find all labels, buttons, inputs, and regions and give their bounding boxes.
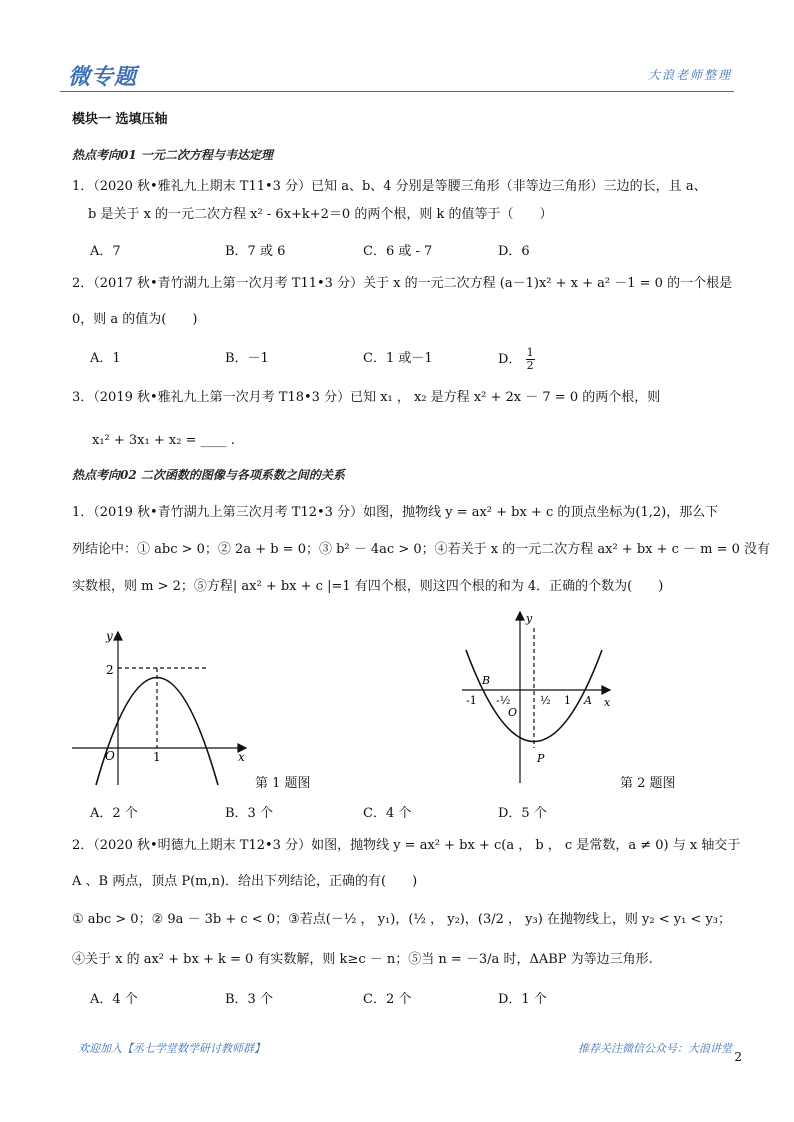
fig1-tick-1: 1 — [153, 750, 161, 764]
header-divider — [60, 91, 734, 92]
q4-option-b: B．3 个 — [225, 806, 273, 821]
q5-line4: ④关于 x 的 ax² + bx + k = 0 有实数解，则 k≥c － n；⑤当 n = －3/a 时，ΔABP 为等边三角形. — [72, 952, 653, 967]
q5-line2: A 、B 两点，顶点 P(m,n)．给出下列结论，正确的有( ) — [72, 874, 418, 889]
q2-option-b: B．－1 — [225, 351, 269, 366]
page-number: 2 — [734, 1050, 742, 1064]
fig1-y-label: y — [106, 629, 113, 643]
fig1-origin: O — [105, 749, 115, 763]
q2-option-d-label: D． — [498, 352, 522, 367]
q2-option-d — [498, 347, 535, 372]
q4-line2: 列结论中：① abc > 0；② 2a + b = 0；③ b² － 4ac > 0；④若关于 x 的一元二次方程 ax² + bx + c － m = 0 没有 — [72, 542, 771, 557]
header-author: 大浪老师整理 — [647, 68, 732, 82]
q5-line1: 2．（2020 秋•明德九上期末 T12•3 分）如图，抛物线 y = ax² + bx + c(a ， b ， c 是常数，a ≠ 0) 与 x 轴交于 — [72, 838, 741, 853]
q4-option-a: A．2 个 — [90, 806, 138, 821]
fig1-tick-2: 2 — [106, 663, 114, 677]
module-title: 模块一 选填压轴 — [72, 112, 168, 127]
fig2-point-b: B — [482, 674, 491, 687]
figure-2-caption: 第 2 题图 — [620, 776, 676, 791]
q2-option-d-fraction — [526, 347, 535, 372]
q1-option-c: C．6 或 - 7 — [363, 244, 433, 259]
fig2-x-label: x — [604, 696, 611, 709]
figure-1-parabola — [68, 620, 258, 790]
fig2-tick-minus-1: -1 — [466, 694, 477, 707]
fig2-point-a: A — [584, 694, 592, 707]
q2-option-c: C．1 或－1 — [363, 351, 433, 366]
q4-option-d: D．5 个 — [498, 806, 547, 821]
q2-line1: 2．（2017 秋•青竹湖九上第一次月考 T11•3 分）关于 x 的一元二次方程 (a－1)x² + x + a² －1 = 0 的一个根是 — [72, 276, 733, 291]
q1-option-d: D．6 — [498, 244, 530, 259]
fig2-point-p: P — [537, 752, 545, 765]
q5-option-d: D．1 个 — [498, 992, 547, 1007]
q1-option-a: A．7 — [90, 244, 121, 259]
q5-line3: ① abc > 0；② 9a － 3b + c < 0；③若点(－½ ， y₁)，(½ ， y₂)，(3/2 ， y₃) 在抛物线上，则 y₂ < y₁ < y₃； — [72, 912, 732, 927]
figure-2-parabola — [460, 608, 620, 788]
q1-option-b: B．7 或 6 — [225, 244, 286, 259]
section-title-2: 热点考向02 二次函数的图像与各项系数之间的关系 — [72, 468, 345, 482]
fig2-tick-1: 1 — [564, 694, 571, 707]
fraction-numerator: 1 — [526, 346, 534, 359]
q4-option-c: C．4 个 — [363, 806, 412, 821]
fig2-tick-half: ½ — [540, 694, 551, 707]
figure-1-caption: 第 1 题图 — [255, 776, 311, 791]
fig1-x-label: x — [238, 750, 245, 764]
logo: 微专题 — [68, 65, 138, 90]
fig2-tick-minus-half: -½ — [496, 694, 511, 707]
q4-line1: 1．（2019 秋•青竹湖九上第三次月考 T12•3 分）如图，抛物线 y = ax² + bx + c 的顶点坐标为(1,2)，那么下 — [72, 505, 719, 520]
section-title-1: 热点考向01 一元二次方程与韦达定理 — [72, 148, 273, 162]
q5-option-a: A．4 个 — [90, 992, 138, 1007]
q5-option-c: C．2 个 — [363, 992, 412, 1007]
q4-line3: 实数根，则 m > 2；⑤方程| ax² + bx + c |=1 有四个根，则这四个根的和为 4．正确的个数为( ) — [72, 579, 664, 594]
q1-line2: b 是关于 x 的一元二次方程 x² - 6x+k+2＝0 的两个根，则 k 的值等于（ ） — [88, 207, 553, 222]
q1-line1: 1．（2020 秋•雅礼九上期末 T11•3 分）已知 a、b、4 分别是等腰三角形（非等边三角形）三边的长，且 a、 — [72, 179, 707, 194]
footer-left: 欢迎加入【丞七学堂数学研讨教师群】 — [78, 1042, 265, 1055]
fig2-y-label: y — [526, 612, 533, 625]
footer-right: 推荐关注微信公众号：大浪讲堂 — [578, 1042, 732, 1055]
q2-option-a: A．1 — [90, 351, 121, 366]
q3-line2: x₁² + 3x₁ + x₂ = ____ . — [92, 433, 235, 448]
fraction-denominator: 2 — [526, 359, 534, 372]
q2-line2: 0，则 a 的值为( ) — [72, 312, 198, 327]
q3-line1: 3．（2019 秋•雅礼九上第一次月考 T18•3 分）已知 x₁ ， x₂ 是方程 x² + 2x － 7 = 0 的两个根，则 — [72, 390, 661, 405]
fig2-origin: O — [508, 706, 518, 719]
q5-option-b: B．3 个 — [225, 992, 273, 1007]
